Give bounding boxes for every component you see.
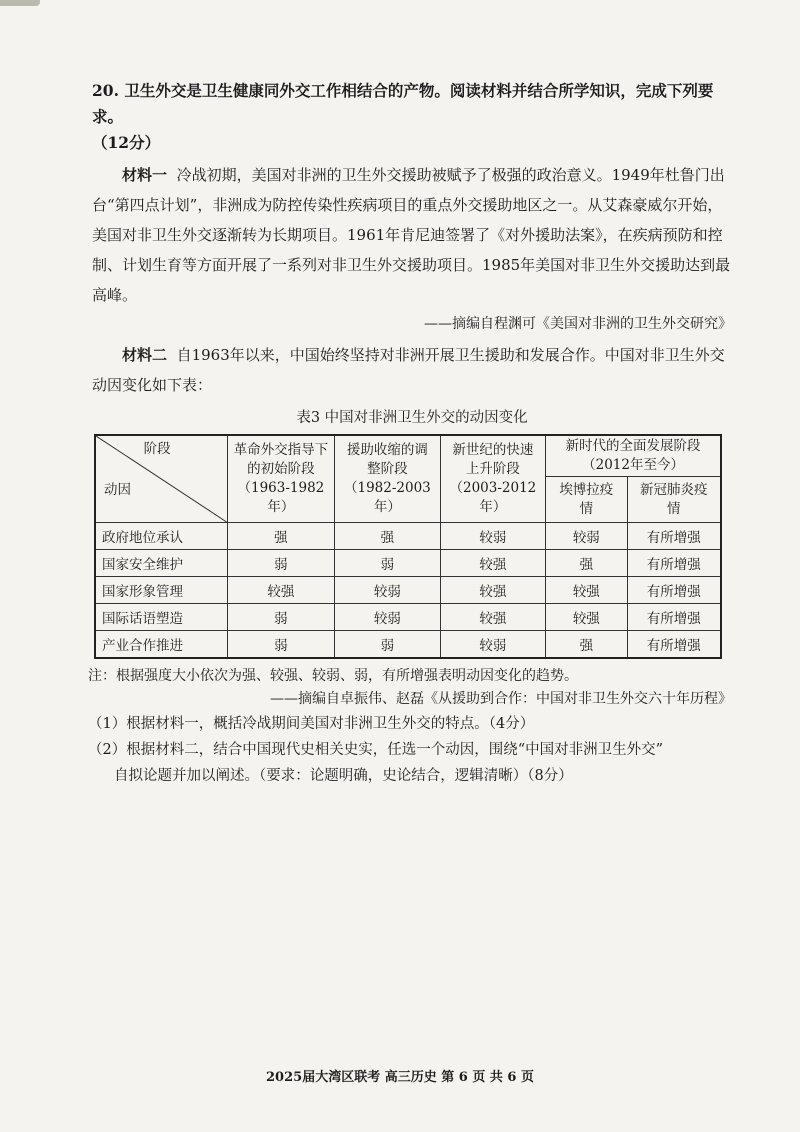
question-heading	[92, 78, 732, 156]
row-label: 政府地位承认	[95, 523, 227, 550]
stage-header-1	[227, 435, 335, 523]
table-cell: 有所增强	[627, 523, 721, 550]
table-cell: 较强	[440, 577, 546, 604]
sub-stage-label: 新冠肺炎疫情	[640, 481, 708, 517]
stage-name: 新世纪的快速上升阶段	[452, 442, 534, 477]
corner-motive-label: 动因	[104, 482, 131, 498]
table-note: 注：根据强度大小依次为强、较强、较弱、弱，有所增强表明动因变化的趋势。	[88, 668, 578, 684]
table-cell: 弱	[227, 631, 335, 659]
stage-header-2	[335, 435, 441, 523]
material-1-label: 材料一	[122, 166, 168, 184]
stage-years: （2012年至今）	[582, 457, 684, 474]
question-content	[88, 78, 732, 789]
table-cell: 强	[335, 523, 441, 550]
stage-header-new-era	[546, 435, 721, 477]
table-cell: 弱	[335, 550, 441, 577]
table-row	[95, 523, 721, 550]
sub-stage-label: 埃博拉疫情	[559, 481, 614, 517]
material-2	[92, 340, 732, 400]
sub-question-text: （2）根据材料二，结合中国现代史相关史实，任选一个动因，围绕“中国对非洲卫生外交”	[88, 742, 664, 758]
row-label: 国家安全维护	[95, 550, 227, 577]
table-cell: 强	[227, 523, 335, 550]
material-1-text: 冷战初期，美国对非洲的卫生外交援助被赋予了极强的政治意义。1949年杜鲁门出台“第四点计划”，非洲成为防控传染性疾病项目的重点外交援助地区之一。从艾森豪威尔开始，美国对非卫生外交逐渐转为长期项目。1961年肯尼迪签署了《对外援助法案》，在疾病预防和控制、计划生育等方面开展了一系列对非卫生外交援助项目。1985年美国对非卫生外交援助达到最高峰。	[92, 166, 731, 304]
table-cell: 较强	[546, 604, 627, 631]
sub-stage-covid	[627, 477, 721, 523]
table-cell: 强	[546, 631, 627, 659]
table-cell: 较弱	[440, 523, 546, 550]
stage-years: （1982-2003年）	[343, 480, 431, 515]
table-cell: 较强	[546, 577, 627, 604]
table-corner-cell	[95, 435, 227, 523]
table-cell: 弱	[227, 550, 335, 577]
motive-table	[94, 434, 722, 659]
table-cell: 较弱	[546, 523, 627, 550]
table-title: 表3 中国对非洲卫生外交的动因变化	[296, 410, 528, 426]
table-cell: 有所增强	[627, 631, 721, 659]
scan-edge-mark	[0, 0, 40, 6]
row-label: 国家形象管理	[95, 577, 227, 604]
material-2-label: 材料二	[122, 346, 168, 364]
material-2-text: 自1963年以来，中国始终坚持对非洲开展卫生援助和发展合作。中国对非卫生外交动因变化如下表：	[92, 346, 725, 394]
table-cell: 较强	[440, 550, 546, 577]
page-footer: 2025届大湾区联考 高三历史 第 6 页 共 6 页	[266, 1070, 534, 1085]
table-cell: 弱	[335, 631, 441, 659]
stage-years: （2003-2012年）	[449, 480, 537, 515]
table-cell: 强	[546, 550, 627, 577]
corner-stage-label: 阶段	[143, 441, 171, 457]
table-cell: 较强	[227, 577, 335, 604]
sub-question-continuation: 自拟论题并加以阐述。（要求：论题明确，史论结合，逻辑清晰）（8分）	[114, 768, 573, 784]
question-score: （12分）	[92, 133, 161, 152]
table-row	[95, 577, 721, 604]
table-cell: 有所增强	[627, 550, 721, 577]
table-cell: 有所增强	[627, 577, 721, 604]
row-label: 国际话语塑造	[95, 604, 227, 631]
sub-question-2	[88, 737, 732, 789]
table-cell: 较弱	[440, 631, 546, 659]
table-cell: 较弱	[335, 577, 441, 604]
material-1-source: ——摘编自程渊可《美国对非洲的卫生外交研究》	[424, 316, 732, 332]
stage-name: 革命外交指导下的初始阶段	[233, 442, 329, 477]
material-1	[92, 160, 732, 310]
question-text: 20. 卫生外交是卫生健康同外交工作相结合的产物。阅读材料并结合所学知识，完成下列要求。	[92, 81, 714, 126]
table-row	[95, 604, 721, 631]
material-2-source: ——摘编自卓振伟、赵磊《从援助到合作：中国对非卫生外交六十年历程》	[270, 691, 732, 707]
row-label: 产业合作推进	[95, 631, 227, 659]
sub-question-1	[88, 711, 732, 737]
table-cell: 较强	[440, 604, 546, 631]
stage-years: （1963-1982年）	[237, 480, 325, 515]
stage-name: 援助收缩的调整阶段	[346, 442, 428, 477]
table-cell: 有所增强	[627, 604, 721, 631]
table-cell: 弱	[227, 604, 335, 631]
table-cell: 较弱	[335, 604, 441, 631]
sub-question-text: （1）根据材料一，概括冷战期间美国对非洲卫生外交的特点。（4分）	[88, 716, 535, 732]
stage-header-3	[440, 435, 546, 523]
stage-name: 新时代的全面发展阶段	[565, 438, 701, 455]
table-row	[95, 631, 721, 659]
table-row	[95, 550, 721, 577]
sub-stage-ebola	[546, 477, 627, 523]
